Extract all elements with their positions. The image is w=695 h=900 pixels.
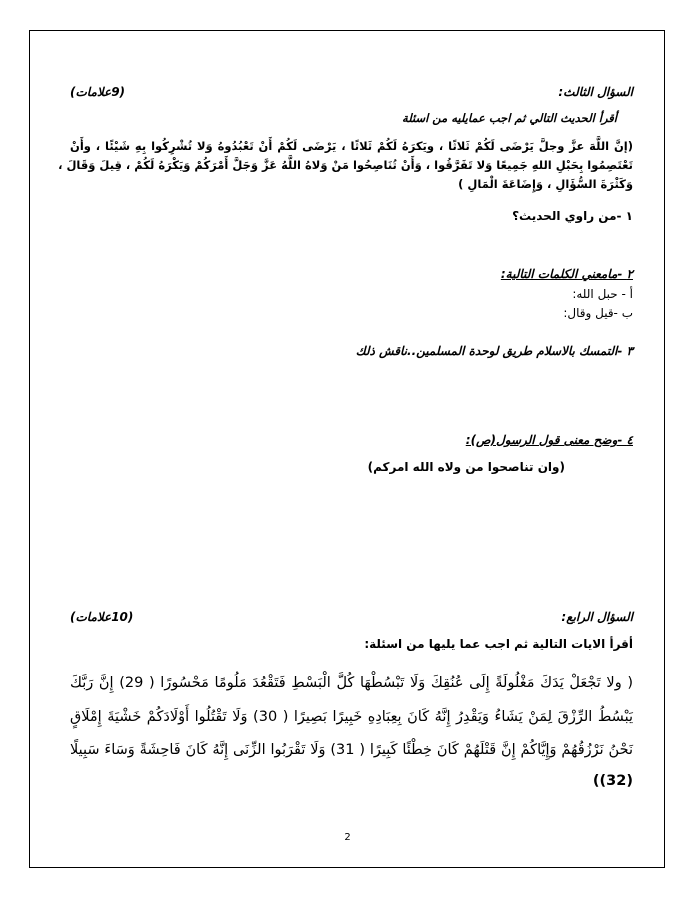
q3-question-2a: أ - حبل الله: — [572, 287, 633, 301]
q4-header — [70, 609, 633, 625]
verse-line-1: ( ولا تَجْعَلْ يَدَكَ مَغْلُولَةً إِلَى عُنُقِكَ وَلَا تَبْسُطْهَا كُلَّ الْبَسْطِ فَتَقْعُدَ مَلُومًا مَحْسُورًا ( 29) إِنَّ رَبَّكَ — [70, 675, 633, 691]
q3-question-1: ١ -من راوي الحديث؟ — [512, 209, 633, 223]
q3-marks: (9علامات) — [70, 85, 126, 99]
q3-question-4: ٤ -وضح معنى قول الرسول(ص): — [465, 433, 633, 447]
verse-line-3: نَحْنُ نَرْزُقُهُمْ وَإِيَّاكُمْ إِنَّ قَتْلَهُمْ كَانَ خِطْئًا كَبِيرًا ( 31) وَلَا تَقْرَبُوا الزِّنَى إِنَّهُ كَانَ فَاحِشَةً وَسَاءَ سَبِيلًا — [70, 742, 633, 758]
q3-header — [70, 84, 633, 100]
q4-marks: (10علامات) — [70, 610, 134, 624]
q4-title: السؤال الرابع: — [561, 610, 633, 624]
q3-instruction: أقرأ الحديث التالي ثم اجب عمايليه من اسئلة — [402, 111, 617, 125]
q3-question-3: ٣ -التمسك بالاسلام طريق لوحدة المسلمين..ناقش ذلك — [355, 344, 633, 358]
page-number: 2 — [344, 832, 351, 843]
q3-title: السؤال الثالث: — [558, 85, 633, 99]
hadith-line-2: تَعْتَصِمُوا بِحَبْلِ اللهِ جَمِيعًا وَلا تَفَرَّقُوا ، وَأَنْ تُنَاصِحُوا مَنْ وَلاهُ اللَّهُ عَزَّ وَجَلَّ أَمْرَكُمْ وَيَكْرَهُ لَكُمْ ، قِيلَ وَقَالَ ، — [58, 158, 633, 172]
hadith-line-3: وَكَثْرَةَ السُّؤَالِ ، وَإِضَاعَةَ الْمَالِ ) — [458, 177, 633, 191]
q3-question-2b: ب -قيل وقال: — [563, 306, 633, 320]
verse-line-4: (32)) — [592, 773, 633, 789]
hadith-line-1: (إنَّ اللَّهَ عزَّ وجلَّ يَرْضَى لَكُمْ ثَلاثًا ، ويَكرَهُ لَكُمْ ثَلاثًا ، يَرْضَى لَكُمْ أَنْ تَعْبُدُوهُ وَلا تُشْرِكُوا بِهِ شَيْئًا ، وأَنْ — [70, 139, 633, 153]
verse-line-2: يَبْسُطُ الرِّزْقَ لِمَنْ يَشَاءُ وَيَقْدِرُ إِنَّهُ كَانَ بِعِبَادِهِ خَبِيرًا بَصِيرًا ( 30) وَلَا تَقْتُلُوا أَوْلَادَكُمْ خَشْيَةَ إِمْلَاقٍ — [70, 709, 633, 725]
q4-instruction: أقرأ الايات التالية ثم اجب عما يليها من اسئلة: — [364, 637, 633, 651]
q3-question-2: ٢ -مامعني الكلمات التالية: — [500, 267, 633, 281]
q3-question-4-quote: (وان تناصحوا من ولاه الله امركم) — [367, 460, 565, 474]
